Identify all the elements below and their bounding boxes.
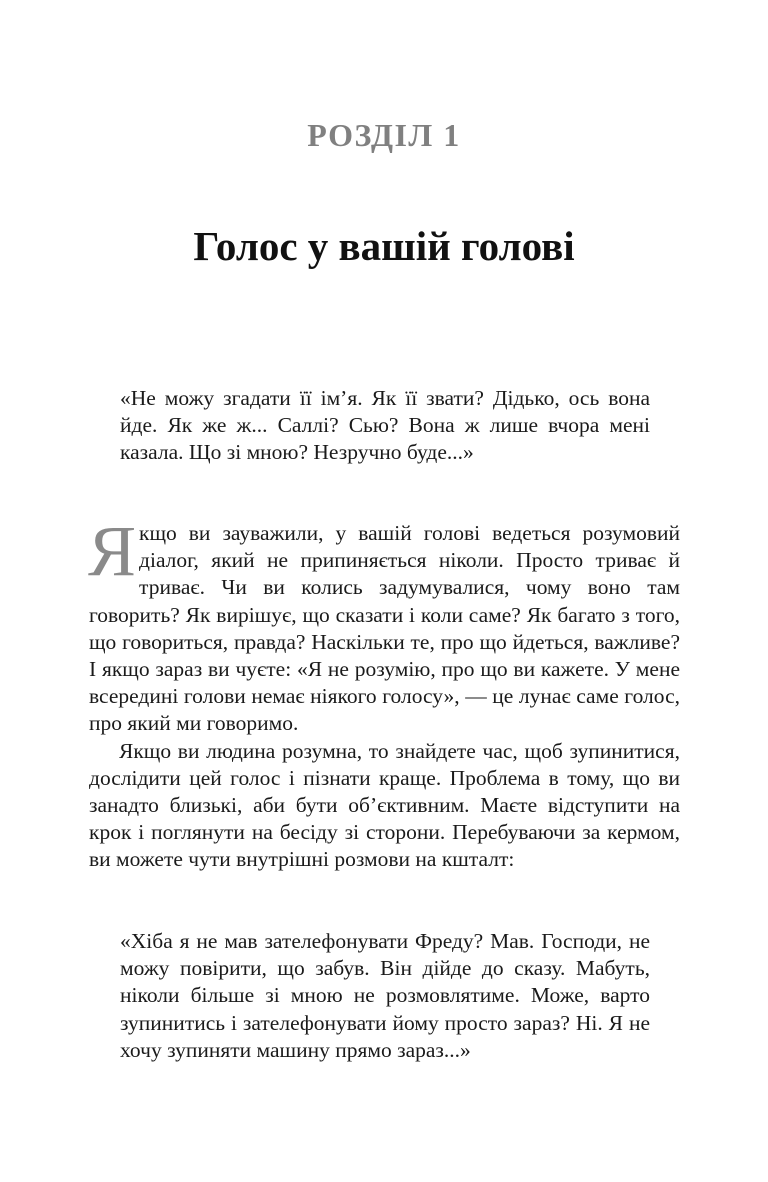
chapter-title: Голос у вашій голові xyxy=(193,223,575,269)
paragraph-2: Якщо ви людина розумна, то знайдете час, щоб зупинитися, дослідити цей голос і пізнати краще. Проблема в тому, що ви занадто близькі, аби бути об’єктивним. Маєте відступити на крок і поглянути на бесіду зі сторони. Перебуваючи за кермом, ви можете чути внутрішні розмови на кшталт: xyxy=(89,738,680,872)
main-text xyxy=(88,511,680,874)
chapter-label: РОЗДІЛ 1 xyxy=(307,117,461,153)
epigraph-text: «Не можу згадати її ім’я. Як її звати? Дідько, ось вона йде. Як же ж... Саллі? Сью? Вона ж лише вчора мені казала. Що зі мною? Незручно буде...» xyxy=(120,386,650,465)
inner-dialogue-quote xyxy=(120,928,650,1064)
paragraph-1 xyxy=(88,511,680,738)
epigraph-quote xyxy=(120,385,650,467)
inner-dialogue-text: «Хіба я не мав зателефонувати Фреду? Мав. Господи, не можу повірити, що забув. Він дійде до сказу. Мабуть, ніколи більше зі мною не розмовлятиме. Може, варто зупинитись і зателефонувати йому просто зараз? Ні. Я не хочу зупиняти машину прямо зараз...» xyxy=(120,929,650,1062)
drop-cap: Я xyxy=(88,511,137,591)
paragraph-1-text: кщо ви зауважили, у вашій голові ведеться розумовий діалог, який не припиняється ніколи. Просто триває й триває. Чи ви колись задумувалися, чому воно там говорить? Як вирішує, що сказати і коли саме? Як багато з того, що говориться, правда? Наскільки те, про що йдеться, важливе? І якщо зараз ви чуєте: «Я не розумію, про що ви кажете. У мене всередині голови немає ніякого голосу», — це лунає саме голос, про який ми говоримо. xyxy=(89,521,680,736)
